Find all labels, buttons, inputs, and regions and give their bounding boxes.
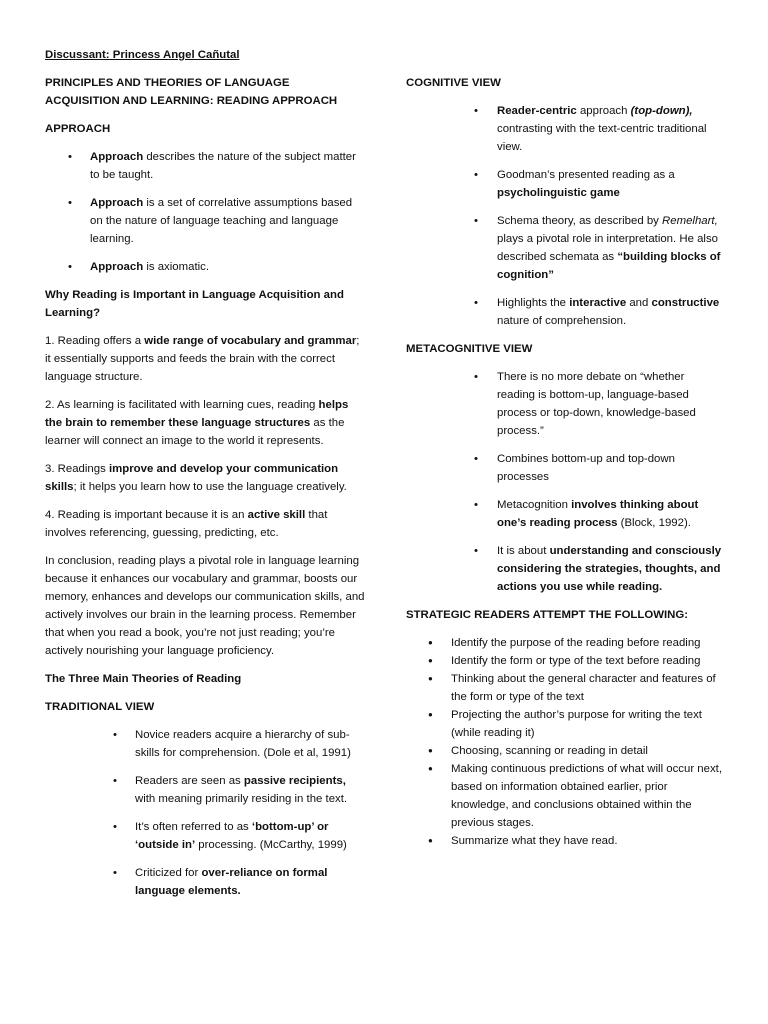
list-item: • Schema theory, as described by Remelhart, plays a pivotal role in interpretation. He also described schemata as “building blocks of cognition”: [406, 212, 724, 284]
list-item: • Highlights the interactive and constructive nature of comprehension.: [406, 294, 724, 330]
strategic-heading: STRATEGIC READERS ATTEMPT THE FOLLOWING:: [406, 609, 689, 621]
why-heading: Why Reading is Important in Language Acquisition and Learning?: [45, 289, 344, 319]
traditional-heading: TRADITIONAL VIEW: [45, 701, 155, 713]
list-item: ● Thinking about the general character and features of the form or type of the text: [406, 670, 724, 706]
list-item: • Metacognition involves thinking about one’s reading process (Block, 1992).: [406, 496, 724, 532]
why-paragraph-4: 4. Reading is important because it is an active skill that involves referencing, guessing, predicting, etc.: [45, 509, 328, 539]
list-item: • Novice readers acquire a hierarchy of sub-skills for comprehension. (Dole et al, 1991): [45, 726, 365, 762]
list-item: • Approach is a set of correlative assumptions based on the nature of language teaching and language learning.: [45, 194, 365, 248]
why-paragraph-1: 1. Reading offers a wide range of vocabulary and grammar; it essentially supports and feeds the brain with the correct language structure.: [45, 335, 360, 383]
list-item: ● Projecting the author’s purpose for writing the text (while reading it): [406, 706, 724, 742]
list-item: ● Identify the purpose of the reading before reading: [406, 634, 724, 652]
document-title: PRINCIPLES AND THEORIES OF LANGUAGE ACQUISITION AND LEARNING: READING APPROACH: [45, 77, 338, 107]
list-item: • Goodman’s presented reading as a psycholinguistic game: [406, 166, 724, 202]
list-item: ● Choosing, scanning or reading in detail: [406, 742, 724, 760]
metacognitive-list: [406, 368, 724, 596]
approach-list: [45, 148, 365, 276]
theories-heading: The Three Main Theories of Reading: [45, 673, 242, 685]
right-column: [406, 74, 724, 860]
list-item: ● Summarize what they have read.: [406, 832, 724, 850]
strategic-list: [406, 634, 724, 850]
list-item: • Readers are seen as passive recipients, with meaning primarily residing in the text.: [45, 772, 365, 808]
list-item: • Reader-centric approach (top-down), contrasting with the text-centric traditional view.: [406, 102, 724, 156]
why-paragraph-2: 2. As learning is facilitated with learning cues, reading helps the brain to remember these language structures as the learner will connect an image to the world it represents.: [45, 399, 349, 447]
list-item: • There is no more debate on “whether reading is bottom-up, language-based process or top-down, knowledge-based process.”: [406, 368, 724, 440]
conclusion-paragraph: In conclusion, reading plays a pivotal role in language learning because it enhances our vocabulary and grammar, boosts our memory, enhances and develops our communication skills, and actively involves our brain in the learning process. Remember that when you read a book, you’re not just reading; you’re actively nourishing your language proficiency.: [45, 555, 365, 657]
approach-heading: APPROACH: [45, 123, 111, 135]
list-item: • Combines bottom-up and top-down processes: [406, 450, 724, 486]
cognitive-heading: COGNITIVE VIEW: [406, 77, 501, 89]
metacognitive-heading: METACOGNITIVE VIEW: [406, 343, 533, 355]
list-item: • It’s often referred to as ‘bottom-up’ or ‘outside in’ processing. (McCarthy, 1999): [45, 818, 365, 854]
discussant-line: Discussant: Princess Angel Cañutal: [45, 49, 240, 61]
list-item: ● Identify the form or type of the text before reading: [406, 652, 724, 670]
list-item: • Criticized for over-reliance on formal language elements.: [45, 864, 365, 900]
list-item: ● Making continuous predictions of what will occur next, based on information obtained earlier, prior knowledge, and conclusions obtained within the previous stages.: [406, 760, 724, 832]
list-item: • Approach describes the nature of the subject matter to be taught.: [45, 148, 365, 184]
list-item: • It is about understanding and consciously considering the strategies, thoughts, and actions you use while reading.: [406, 542, 724, 596]
traditional-list: [45, 726, 365, 900]
why-paragraph-3: 3. Readings improve and develop your communication skills; it helps you learn how to use the language creatively.: [45, 463, 347, 493]
cognitive-list: [406, 102, 724, 330]
list-item: • Approach is axiomatic.: [45, 258, 365, 276]
left-column: [45, 46, 365, 910]
